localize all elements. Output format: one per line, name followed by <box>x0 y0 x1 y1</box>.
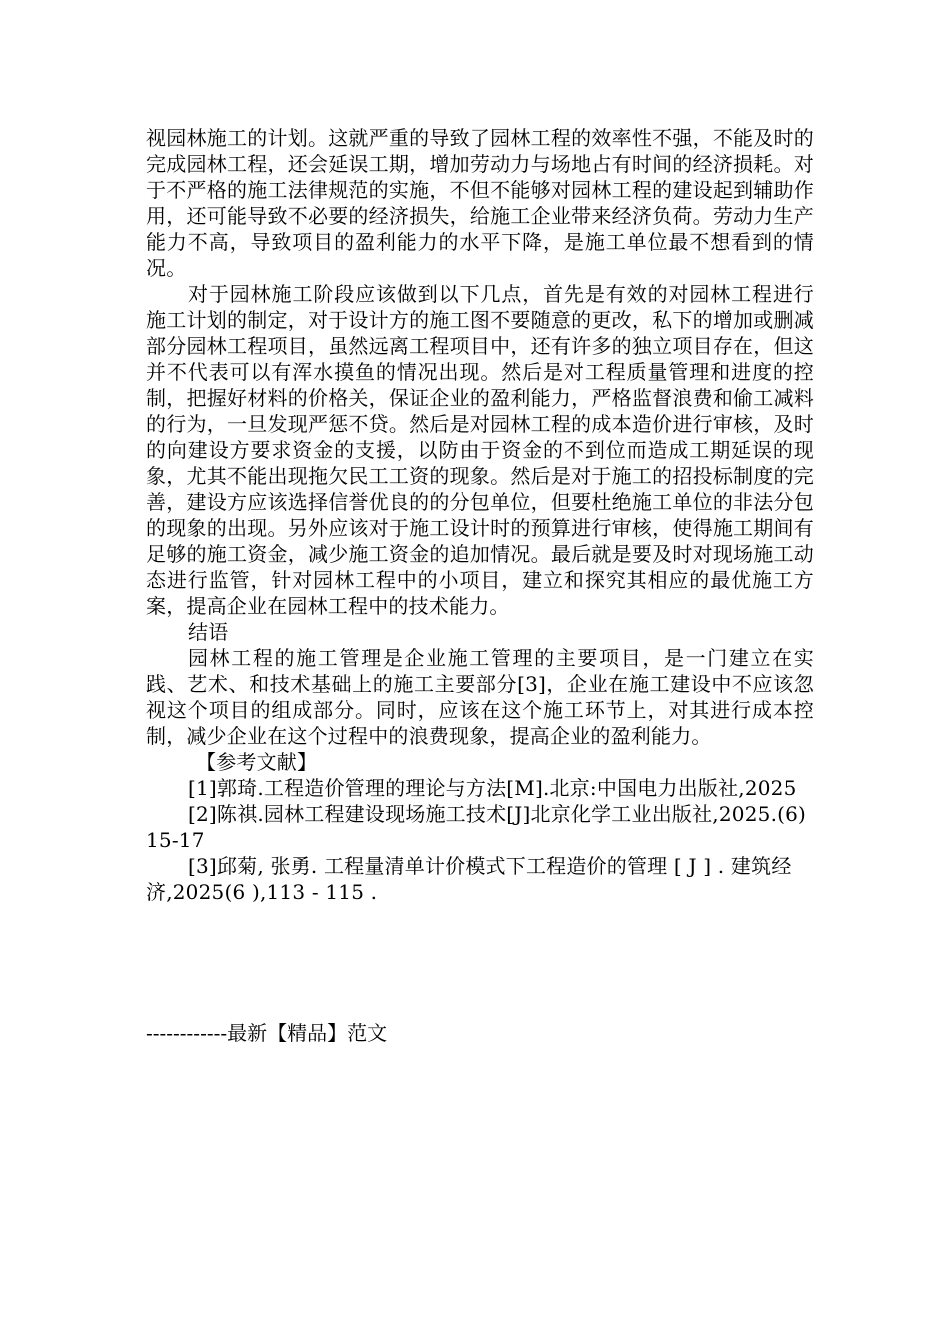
body-paragraph-2: 对于园林施工阶段应该做到以下几点，首先是有效的对园林工程进行施工计划的制定，对于设计方的施工图不要随意的更改，私下的增加或删减部分园林工程项目，虽然远离工程项目中，还有许多的独立项目存在，但这并不代表可以有浑水摸鱼的情况出现。然后是对工程质量管理和进度的控制，把握好材料的价格关，保证企业的盈利能力，严格监督浪费和偷工减料的行为，一旦发现严惩不贷。然后是对园林工程的成本造价进行审核，及时的向建设方要求资金的支援，以防由于资金的不到位而造成工期延误的现象，尤其不能出现拖欠民工工资的现象。然后是对于施工的招投标制度的完善，建设方应该选择信誉优良的的分包单位，但要杜绝施工单位的非法分包的现象的出现。另外应该对于施工设计时的预算进行审核，使得施工期间有足够的施工资金，减少施工资金的追加情况。最后就是要及时对现场施工动态进行监管，针对园林工程中的小项目，建立和探究其相应的最优施工方案，提高企业在园林工程中的技术能力。 <box>146 282 814 618</box>
footer-text: ------------最新【精品】范文 <box>146 1021 388 1045</box>
conclusion-paragraph: 园林工程的施工管理是企业施工管理的主要项目，是一门建立在实践、艺术、和技术基础上的施工主要部分[3]，企业在施工建设中不应该忽视这个项目的组成部分。同时，应该在这个施工环节上，对其进行成本控制，减少企业在这个过程中的浪费现象，提高企业的盈利能力。 <box>146 646 814 748</box>
reference-item-1: [1]郭琦.工程造价管理的理论与方法[M].北京:中国电力出版社,2025 <box>188 776 797 800</box>
references-heading: 【参考文献】 <box>196 750 318 774</box>
reference-item-2: [2]陈祺.园林工程建设现场施工技术[J]北京化学工业出版社,2025.(6)15-17 <box>146 802 807 852</box>
body-paragraph-1: 视园林施工的计划。这就严重的导致了园林工程的效率性不强，不能及时的完成园林工程，还会延误工期，增加劳动力与场地占有时间的经济损耗。对于不严格的施工法律规范的实施，不但不能够对园林工程的建设起到辅助作用，还可能导致不必要的经济损失，给施工企业带来经济负荷。劳动力生产能力不高，导致项目的盈利能力的水平下降，是施工单位最不想看到的情况。 <box>146 126 814 280</box>
reference-item-3: [3]邱菊, 张勇. 工程量清单计价模式下工程造价的管理 [ J ] . 建筑经济,2025(6 ),113 - 115 . <box>146 854 792 904</box>
document-body <box>146 125 814 905</box>
conclusion-heading: 结语 <box>188 620 229 644</box>
